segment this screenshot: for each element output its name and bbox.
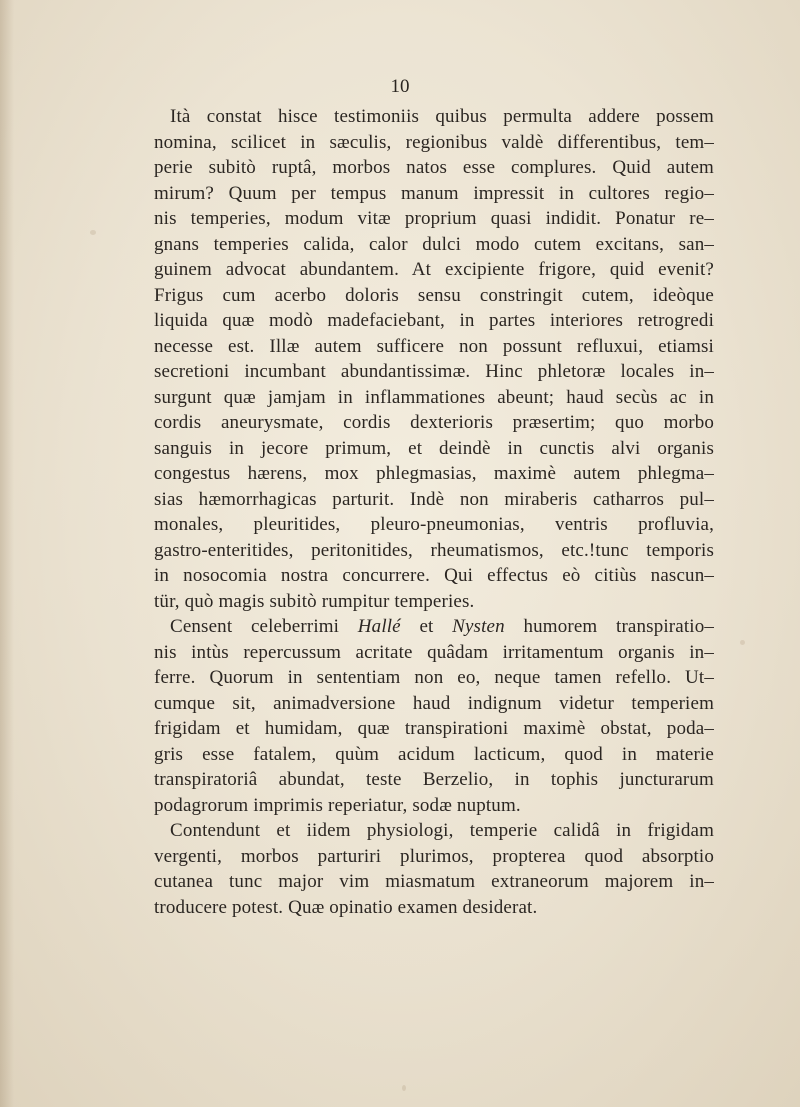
text-line: guinem advocat abundantem. At excipiente frigore, quid evenit? — [154, 259, 714, 280]
author-name: Hallé — [357, 616, 401, 637]
text-line: transpiratoriâ abundat, teste Berzelio, in tophis juncturarum — [154, 769, 714, 790]
text-line: Ità constat hisce testimoniis quibus permulta addere possem — [170, 106, 714, 127]
text-line: nomina, scilicet in sæculis, regionibus valdè differentibus, tem– — [154, 131, 714, 153]
text-line: nis intùs repercussum acritate quâdam irritamentum organis in– — [154, 641, 714, 663]
text-line: monales, pleuritides, pleuro-pneumonias, ventris profluvia, — [154, 514, 714, 535]
text-line: secretioni incumbant abundantissimæ. Hinc phletoræ locales in– — [154, 361, 714, 382]
foxing-spot — [740, 640, 745, 645]
text-line: mirum? Quum per tempus manum impressit in cultores regio– — [154, 182, 714, 204]
text-line: Contendunt et iidem physiologi, temperie calidâ in frigidam — [170, 820, 714, 841]
text-line: liquida quæ modò madefaciebant, in partes interiores retrogredi — [154, 310, 714, 331]
text-line: tür, quò magis subitò rumpitur temperies. — [154, 590, 475, 612]
text-line: ferre. Quorum in sententiam non eo, neque tamen refello. Ut– — [154, 667, 714, 688]
text-line: necesse est. Illæ autem sufficere non possunt refluxui, etiamsi — [154, 335, 714, 357]
text-line: nis temperies, modum vitæ proprium quasi indidit. Ponatur re– — [154, 208, 714, 229]
text-line: gastro-enteritides, peritonitides, rheumatismos, etc.!tunc temporis — [154, 539, 714, 561]
text-segment: humorem transpiratio– — [504, 616, 715, 637]
paragraph — [154, 614, 714, 818]
text-line: gris esse fatalem, quùm acidum lacticum, quod in materie — [154, 743, 714, 765]
text-line: gnans temperies calida, calor dulci modo cutem excitans, san– — [154, 233, 714, 255]
paragraph — [154, 818, 714, 920]
text-line: Frigus cum acerbo doloris sensu constringit cutem, ideòque — [154, 284, 714, 306]
foxing-spot — [90, 230, 96, 235]
text-line: cordis aneurysmate, cordis dexterioris præsertim; quo morbo — [154, 412, 714, 433]
text-line: surgunt quæ jamjam in inflammationes abeunt; haud secùs ac in — [154, 386, 714, 408]
text-line: vergenti, morbos parturiri plurimos, propterea quod absorptio — [154, 845, 714, 867]
text-line: cumque sit, animadversione haud indignum videtur temperiem — [154, 692, 714, 714]
text-line: troducere potest. Quæ opinatio examen desiderat. — [154, 896, 538, 918]
text-segment: et — [400, 616, 453, 637]
text-line: sanguis in jecore primum, et deindè in cunctis alvi organis — [154, 437, 714, 459]
author-name: Nysten — [452, 616, 505, 637]
text-line: sias hæmorrhagicas parturit. Indè non miraberis catharros pul– — [154, 488, 714, 510]
text-line: cutanea tunc major vim miasmatum extraneorum majorem in– — [154, 871, 714, 892]
text-line: podagrorum imprimis reperiatur, sodæ nuptum. — [154, 794, 521, 816]
body-text — [154, 104, 714, 920]
page-edge-shadow — [0, 0, 14, 1107]
text-line: frigidam et humidam, quæ transpirationi maximè obstat, poda– — [154, 718, 714, 739]
text-line: in nosocomia nostra concurrere. Qui effectus eò citiùs nascun– — [154, 565, 714, 586]
text-segment: Censent celeberrimi — [170, 616, 358, 637]
text-line: perie subitò ruptâ, morbos natos esse complures. Quid autem — [154, 157, 714, 178]
text-line: congestus hærens, mox phlegmasias, maximè autem phlegma– — [154, 463, 714, 484]
page-number: 10 — [390, 76, 410, 97]
foxing-spot — [402, 1085, 406, 1091]
text-line — [154, 614, 714, 640]
paragraph — [154, 104, 714, 614]
